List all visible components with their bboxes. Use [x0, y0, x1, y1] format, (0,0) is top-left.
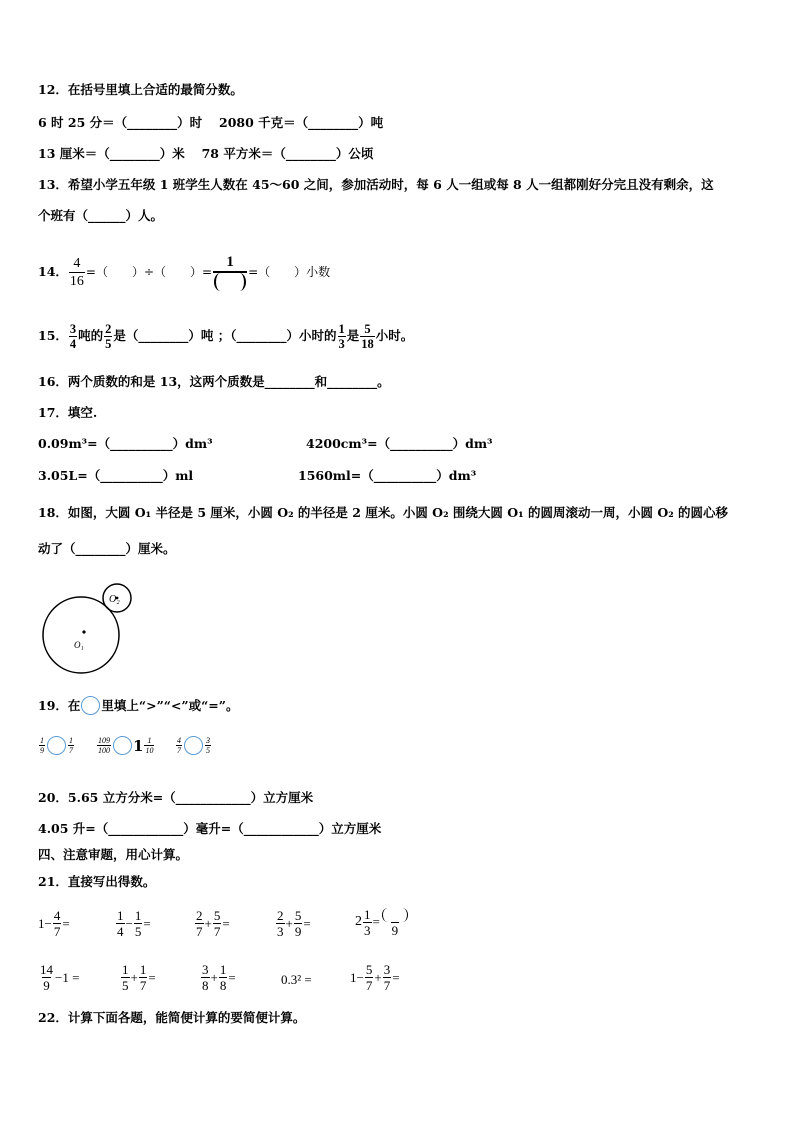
- denominator: 7: [177, 746, 181, 755]
- operator: +: [204, 915, 212, 931]
- whole: 2: [355, 914, 362, 929]
- q17-b: 4200cm³=（__________）dm³: [306, 436, 493, 451]
- denominator: 3: [277, 924, 284, 939]
- operator: +: [285, 915, 293, 931]
- frac-1-7: [68, 736, 74, 755]
- denominator: 7: [213, 924, 221, 939]
- calc-r2-4: [281, 972, 312, 988]
- q19-item1: [38, 736, 75, 755]
- frac-3-5: [205, 736, 211, 755]
- denominator: 4: [69, 336, 77, 351]
- numerator: 3: [206, 736, 210, 745]
- denominator: 9: [391, 923, 399, 939]
- q15-text4: 小时。: [375, 328, 414, 343]
- fraction: [53, 908, 62, 939]
- numerator: 1: [117, 908, 124, 923]
- equals: =: [148, 969, 156, 985]
- q19-post: 里填上“>”“<”或“=”。: [101, 697, 239, 713]
- frac-3-4: [69, 322, 77, 351]
- frac-5-18: [360, 322, 375, 351]
- calc-r2-3: [200, 962, 236, 993]
- q19-item3: [175, 736, 212, 755]
- numerator: 1: [134, 908, 142, 923]
- numerator: 1: [122, 962, 129, 977]
- numerator: 1: [139, 962, 147, 977]
- q18-line1: 18．如图，大圆 O₁ 半径是 5 厘米，小圆 O₂ 的半径是 2 厘米。小圆 O₂ 围绕大圆 O₁ 的圆周滚动一周，小圆 O₂ 的圆心移: [38, 505, 729, 520]
- denominator: 4: [117, 924, 124, 939]
- q17-d: 1560ml=（__________）dm³: [298, 468, 477, 483]
- operator: +: [130, 969, 138, 985]
- q16: 16．两个质数的和是 13，这两个质数是________和________。: [38, 374, 390, 389]
- q14: [38, 252, 330, 292]
- equals: =: [222, 915, 230, 931]
- denominator: 9: [40, 746, 44, 755]
- blank-paren: [214, 273, 246, 291]
- denominator: 100: [98, 746, 110, 755]
- denominator: 3: [364, 922, 371, 938]
- numerator: 3: [69, 321, 77, 336]
- fraction: [294, 908, 303, 939]
- q13-line2: 个班有（______）人。: [38, 208, 164, 223]
- circles-diagram: [38, 578, 148, 683]
- frac-2-5: [104, 322, 112, 351]
- q20-line1: 20．5.65 立方分米=（____________）立方厘米: [38, 790, 314, 805]
- numerator: 1: [147, 736, 152, 745]
- numerator: 5: [213, 908, 221, 923]
- q18-line2: 动了（________）厘米。: [38, 541, 176, 556]
- denominator: 7: [196, 924, 203, 939]
- q15-number: 15．: [38, 328, 68, 343]
- calc-r2-1: [38, 962, 79, 993]
- term: 1−: [38, 915, 52, 931]
- q12-title: 12．在括号里填上合适的最简分数。: [38, 82, 243, 97]
- denominator: 7: [383, 978, 391, 993]
- q14-unit-fraction: [213, 254, 247, 291]
- q19-title: [38, 696, 238, 715]
- frac-1-9: [39, 736, 45, 755]
- numerator: 1: [219, 962, 227, 977]
- denominator: 7: [69, 746, 73, 755]
- denominator: 5: [206, 746, 210, 755]
- denominator: 10: [145, 746, 154, 755]
- expression: 0.3² =: [281, 972, 312, 987]
- denominator: 9: [43, 978, 50, 993]
- numerator: 1: [69, 736, 73, 745]
- operator: +: [374, 969, 382, 985]
- denominator: 7: [139, 978, 147, 993]
- denominator: 18: [361, 336, 374, 351]
- equals: =: [392, 969, 400, 985]
- frac-4-7: [176, 736, 182, 755]
- q15: [38, 316, 413, 356]
- denominator: 5: [134, 924, 142, 939]
- fraction: [134, 908, 143, 939]
- frac-1-10: [144, 736, 154, 755]
- big-circle-center: [82, 630, 85, 633]
- fraction: [139, 962, 148, 993]
- term: 1−: [350, 969, 364, 985]
- denominator: 3: [338, 336, 345, 351]
- q14-number: 14．: [38, 264, 68, 279]
- denominator: 8: [202, 978, 209, 993]
- compare-circle-2[interactable]: [113, 736, 132, 755]
- q17-title: 17．填空.: [38, 405, 98, 420]
- numerator: 3: [202, 962, 209, 977]
- q12-line2: 13 厘米＝（________）米 78 平方米＝（________）公顷: [38, 146, 374, 161]
- compare-circle-3[interactable]: [184, 736, 203, 755]
- numerator: 14: [40, 962, 53, 977]
- fraction: [383, 962, 392, 993]
- q17-a: 0.09m³=（__________）dm³: [38, 436, 213, 451]
- q20-line2: 4.05 升=（____________）毫升=（____________）立方厘米: [38, 821, 382, 836]
- numerator: 4: [53, 908, 61, 923]
- q13-line1: 13．希望小学五年级 1 班学生人数在 45～60 之间，参加活动时，每 6 人一组或每 8 人一组都刚好分完且没有剩余，这: [38, 177, 714, 192]
- equals: =: [372, 914, 380, 929]
- frac-109-100: [97, 736, 111, 755]
- fraction: [116, 908, 125, 939]
- rest: −1 =: [55, 969, 80, 985]
- answer-fraction: [381, 906, 409, 938]
- denominator: 9: [294, 924, 302, 939]
- numerator: 109: [98, 736, 110, 745]
- q19-pre: 19．在: [38, 697, 81, 713]
- denominator: 8: [219, 978, 227, 993]
- q14-fraction: [69, 255, 85, 290]
- fraction: [39, 962, 54, 993]
- numerator: 5: [294, 908, 302, 923]
- numerator: 1: [364, 906, 371, 922]
- q15-text2: 是（________）吨 ；（________）小时的: [113, 328, 337, 343]
- blank-paren: [382, 908, 408, 922]
- calc-r1-4: [275, 908, 311, 939]
- numerator: 2: [196, 908, 203, 923]
- calc-r1-5: [355, 906, 410, 938]
- q14-middle: =（ ）÷（ ）=: [85, 265, 213, 279]
- numerator: 3: [383, 962, 391, 977]
- calc-r2-5: [350, 962, 400, 993]
- fraction: [213, 908, 222, 939]
- q17-c: 3.05L=（__________）ml: [38, 468, 194, 483]
- operator: +: [210, 969, 218, 985]
- numerator: 1: [226, 253, 234, 270]
- compare-circle-icon: [81, 696, 100, 715]
- section-4-title: 四、注意审题，用心计算。: [38, 847, 189, 862]
- numerator: 5: [365, 962, 373, 977]
- calc-r2-2: [120, 962, 156, 993]
- fraction: [276, 908, 285, 939]
- denominator: 7: [365, 978, 373, 993]
- numerator: 1: [338, 321, 345, 336]
- fraction: [121, 962, 130, 993]
- frac-1-3: [338, 322, 346, 351]
- denominator: 7: [53, 924, 61, 939]
- q14-tail: =（ ）小数: [248, 265, 331, 279]
- equals: =: [143, 915, 151, 931]
- equals: =: [228, 969, 236, 985]
- fraction: [195, 908, 204, 939]
- q12-line1: 6 时 25 分＝（________）时 2080 千克＝（________）吨: [38, 115, 384, 130]
- calc-r1-1: [38, 908, 70, 939]
- q21-title: 21．直接写出得数。: [38, 874, 156, 889]
- fraction: [201, 962, 210, 993]
- q15-text3: 是: [346, 328, 360, 343]
- q19-item2: [96, 736, 155, 755]
- numerator: 4: [177, 736, 181, 745]
- operator: −: [125, 915, 133, 931]
- denominator: 5: [105, 336, 112, 351]
- numerator: 1: [40, 736, 44, 745]
- whole-one: 1: [133, 736, 144, 755]
- q22-title: 22．计算下面各题，能简便计算的要简便计算。: [38, 1010, 306, 1025]
- equals: =: [62, 915, 70, 931]
- label-o2: O₂: [109, 594, 120, 605]
- numerator: 2: [277, 908, 284, 923]
- denominator: 5: [122, 978, 129, 993]
- label-o1: O₁: [74, 640, 84, 650]
- fraction: [363, 907, 372, 938]
- calc-r1-3: [194, 908, 230, 939]
- equals: =: [303, 915, 311, 931]
- fraction: [365, 962, 374, 993]
- calc-r1-2: [115, 908, 151, 939]
- numerator: 4: [73, 255, 81, 271]
- compare-circle-1[interactable]: [47, 736, 66, 755]
- denominator-box: [213, 271, 247, 291]
- numerator: 2: [105, 321, 112, 336]
- denominator: 16: [69, 273, 84, 289]
- q15-text1: 吨的: [78, 328, 104, 343]
- fraction: [219, 962, 228, 993]
- numerator: 5: [364, 321, 371, 336]
